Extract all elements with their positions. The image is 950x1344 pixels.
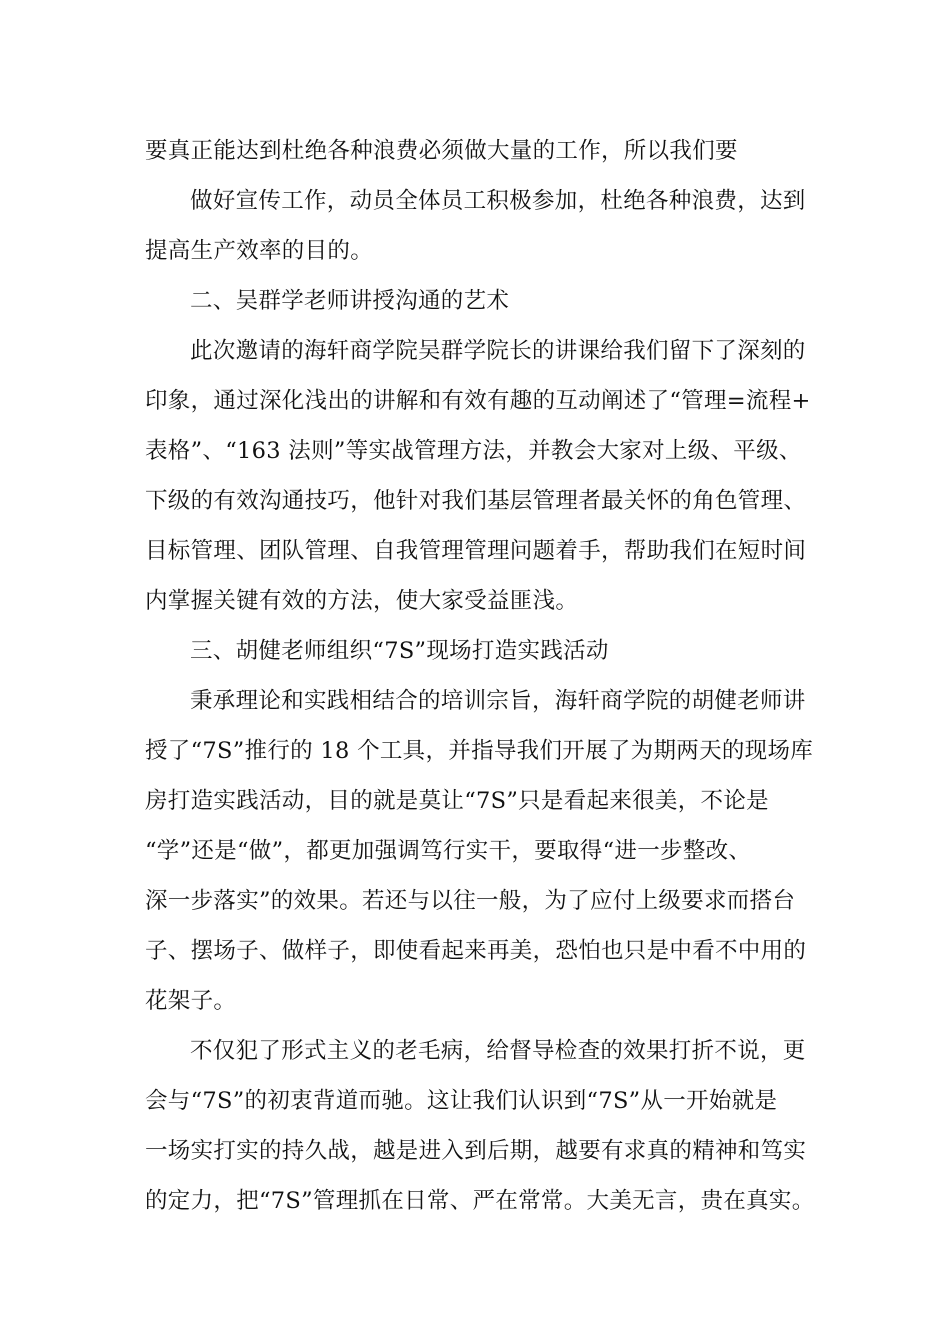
text-line: 下级的有效沟通技巧，他针对我们基层管理者最关怀的角色管理、 [145, 488, 807, 514]
text-line: 表格”、“163 法则”等实战管理方法，并教会大家对上级、平级、 [145, 438, 802, 464]
text-line: 不仅犯了形式主义的老毛病，给督导检查的效果打折不说，更 [190, 1038, 806, 1064]
text-line: 目标管理、团队管理、自我管理管理问题着手，帮助我们在短时间 [145, 538, 807, 564]
section-heading: 二、吴群学老师讲授沟通的艺术 [190, 288, 510, 314]
text-line: 子、摆场子、做样子，即使看起来再美，恐怕也只是中看不中用的 [145, 938, 807, 964]
text-line: 会与“7S”的初衷背道而驰。这让我们认识到“7S”从一开始就是 [145, 1088, 778, 1114]
text-line: 一场实打实的持久战，越是进入到后期，越要有求真的精神和笃实 [145, 1138, 807, 1164]
text-line: 花架子。 [145, 988, 237, 1014]
text-line: 授了“7S”推行的 18 个工具，并指导我们开展了为期两天的现场库 [145, 738, 814, 764]
text-line: 房打造实践活动，目的就是莫让“7S”只是看起来很美，不论是 [145, 788, 769, 814]
text-line: 做好宣传工作，动员全体员工积极参加，杜绝各种浪费，达到 [190, 188, 806, 214]
section-heading: 三、胡健老师组织“7S”现场打造实践活动 [190, 638, 609, 664]
text-line: 提高生产效率的目的。 [145, 238, 374, 264]
text-line: 内掌握关键有效的方法，使大家受益匪浅。 [145, 588, 579, 614]
text-line: 的定力，把“7S”管理抓在日常、严在常常。大美无言，贵在真实。 [145, 1188, 815, 1214]
text-line: 要真正能达到杜绝各种浪费必须做大量的工作，所以我们要 [145, 138, 738, 164]
text-line: “学”还是“做”，都更加强调笃行实干，要取得“进一步整改、 [145, 838, 752, 864]
text-line: 此次邀请的海轩商学院吴群学院长的讲课给我们留下了深刻的 [190, 338, 806, 364]
text-line: 秉承理论和实践相结合的培训宗旨，海轩商学院的胡健老师讲 [190, 688, 806, 714]
text-line: 印象，通过深化浅出的讲解和有效有趣的互动阐述了“管理=流程+ [145, 388, 811, 414]
text-line: 深一步落实”的效果。若还与以往一般，为了应付上级要求而搭台 [145, 888, 796, 914]
